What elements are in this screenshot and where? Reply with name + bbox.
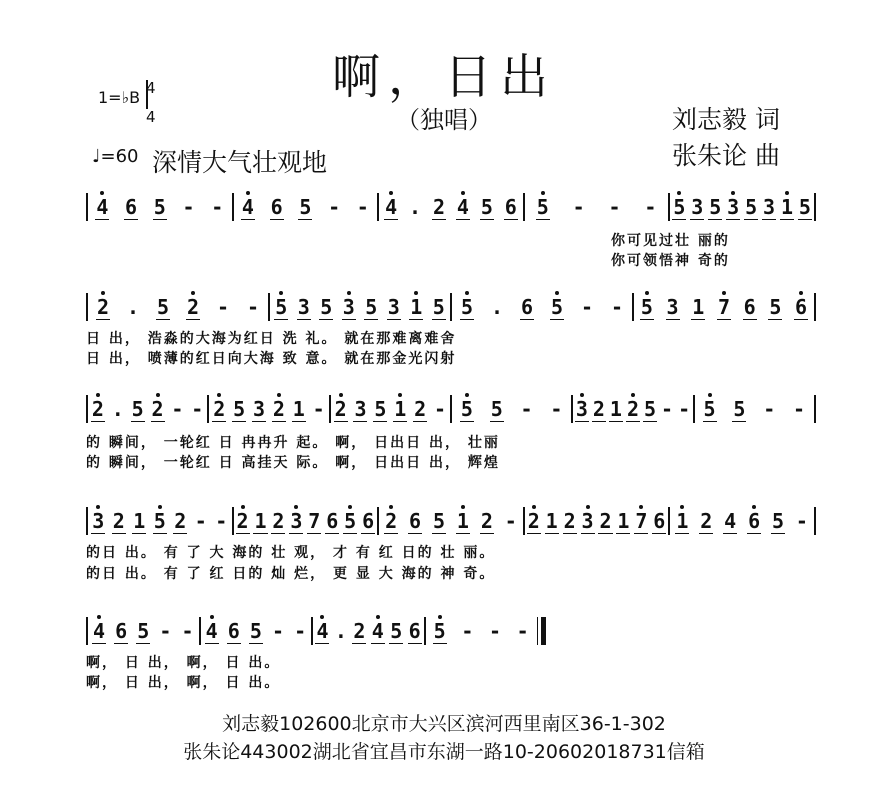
note: . [490, 295, 504, 319]
note: 2 [385, 508, 398, 533]
note: - [312, 397, 325, 421]
note: - [159, 619, 172, 643]
lyric-line-1: 啊， 日 出， 啊， 日 出。 [86, 655, 281, 671]
final-barline [537, 617, 547, 645]
measure [573, 394, 692, 424]
note: - [608, 195, 621, 219]
note: 5 [344, 508, 357, 533]
note: . [334, 619, 347, 643]
measure [670, 192, 814, 222]
note: 3 [252, 396, 266, 421]
notation-line [86, 394, 816, 424]
note: - [216, 295, 230, 319]
note: 2 [414, 396, 427, 421]
note: - [171, 397, 184, 421]
contact-line-2: 张朱论443002湖北省宜昌市东湖一路10-20602018731信箱 [183, 741, 705, 763]
note: 6 [743, 294, 756, 319]
note: 2 [527, 508, 540, 533]
note: - [246, 295, 260, 319]
note: 5 [275, 294, 288, 319]
note: . [126, 295, 140, 319]
note: 6 [125, 194, 138, 219]
note: 2 [174, 508, 187, 533]
note: - [678, 397, 691, 421]
note: - [763, 397, 776, 421]
note: 3 [763, 194, 776, 219]
note: 4 [371, 618, 384, 643]
note: 5 [432, 508, 446, 533]
measure [313, 616, 424, 646]
note: 3 [727, 194, 740, 219]
note: - [328, 195, 341, 219]
note: 5 [550, 294, 564, 319]
note: 3 [342, 294, 355, 319]
note: - [294, 619, 307, 643]
note: - [356, 195, 369, 219]
note: 5 [536, 194, 549, 219]
note: - [580, 295, 594, 319]
song-title: 啊，日出 [331, 49, 556, 105]
note: 4 [724, 508, 737, 533]
note: 5 [640, 294, 653, 319]
note: 6 [520, 294, 534, 319]
note: 3 [581, 508, 594, 533]
note: 5 [703, 396, 716, 421]
note: - [793, 397, 806, 421]
lyric-line-1: 日 出， 浩淼的大海为红日 洗 礼。 就在那难离难舍 [86, 331, 457, 347]
lyric-line-1: 你可见过壮 丽的 [611, 233, 730, 249]
expression-marking: 深情大气壮观地 [152, 148, 328, 177]
measure [88, 506, 232, 536]
note: 2 [272, 508, 285, 533]
tempo-marking: ♩=60 [92, 146, 139, 167]
note: - [661, 397, 674, 421]
note: 6 [362, 508, 375, 533]
note: 2 [563, 508, 576, 533]
time-signature-bottom: 4 [146, 108, 156, 126]
measure [426, 616, 537, 646]
note: 6 [748, 508, 761, 533]
note: - [433, 397, 446, 421]
note: 5 [490, 396, 503, 421]
note: 5 [249, 618, 262, 643]
note: 6 [326, 508, 339, 533]
measure [209, 394, 328, 424]
note: 5 [233, 396, 246, 421]
note: 2 [272, 396, 285, 421]
measure [634, 292, 814, 322]
measure [88, 616, 199, 646]
note: 1 [676, 508, 689, 533]
note: 5 [137, 618, 150, 643]
measure [331, 394, 450, 424]
lyricist-credit: 刘志毅 词 [672, 105, 780, 134]
measure [88, 192, 232, 222]
note: 3 [354, 396, 367, 421]
note: 1 [394, 396, 407, 421]
measure [695, 394, 814, 424]
note: - [795, 509, 808, 533]
song-subtitle: （独唱） [396, 106, 492, 134]
note: 6 [270, 194, 283, 219]
barline [814, 395, 816, 423]
measure [452, 292, 632, 322]
note: 5 [153, 508, 166, 533]
note: 2 [700, 508, 713, 533]
note: 6 [795, 294, 808, 319]
note: 1 [410, 294, 423, 319]
measure [379, 192, 523, 222]
note: 5 [733, 396, 746, 421]
notation-line [86, 292, 816, 322]
note: 5 [798, 194, 811, 219]
note: 5 [769, 294, 782, 319]
note: 3 [387, 294, 400, 319]
note: 5 [131, 396, 144, 421]
note: 5 [745, 194, 758, 219]
note: 5 [320, 294, 333, 319]
note: - [461, 619, 474, 643]
notation-line [86, 192, 816, 222]
measure [525, 506, 669, 536]
barline [814, 293, 816, 321]
note: 5 [365, 294, 378, 319]
note: 2 [96, 294, 110, 319]
note: 3 [575, 396, 588, 421]
lyric-line-2: 日 出， 喷薄的红日向大海 致 意。 就在那金光闪射 [86, 351, 457, 367]
note: - [194, 509, 207, 533]
note: 2 [186, 294, 200, 319]
note: 2 [480, 508, 493, 533]
note: - [191, 397, 204, 421]
note: - [520, 397, 533, 421]
note: 1 [254, 508, 267, 533]
note: 4 [93, 618, 106, 643]
note: 5 [709, 194, 722, 219]
note: 5 [156, 294, 170, 319]
lyric-line-2: 的日 出。 有 了 红 日的 灿 烂， 更 显 大 海的 神 奇。 [86, 566, 496, 582]
measure [234, 192, 378, 222]
note: 2 [112, 508, 125, 533]
measure [270, 292, 450, 322]
note: 7 [308, 508, 321, 533]
note: - [644, 195, 657, 219]
note: 4 [316, 618, 329, 643]
note: 2 [236, 508, 249, 533]
note: 5 [460, 294, 474, 319]
barline [814, 507, 816, 535]
note: 5 [299, 194, 312, 219]
thin-line [537, 617, 539, 645]
composer-credit: 张朱论 曲 [672, 141, 780, 170]
note: - [215, 509, 228, 533]
note: 2 [213, 396, 226, 421]
note: 5 [153, 194, 166, 219]
note: 5 [390, 618, 403, 643]
note: 2 [599, 508, 612, 533]
note: 3 [92, 508, 105, 533]
note: 5 [433, 618, 446, 643]
note: - [488, 619, 502, 643]
note: 6 [653, 508, 666, 533]
note: 1 [545, 508, 558, 533]
note: 6 [115, 618, 128, 643]
measure [379, 506, 523, 536]
notation-line [86, 506, 816, 536]
note: 5 [772, 508, 785, 533]
notation-line [86, 616, 546, 646]
note: 1 [692, 294, 705, 319]
note: 1 [609, 396, 622, 421]
contact-line-1: 刘志毅102600北京市大兴区滨河西里南区36-1-302 [222, 713, 666, 735]
note: 3 [666, 294, 679, 319]
note: 4 [241, 194, 254, 219]
barline [814, 193, 816, 221]
measure [201, 616, 312, 646]
note: 1 [617, 508, 630, 533]
lyric-line-2: 啊， 日 出， 啊， 日 出。 [86, 675, 281, 691]
note: 5 [673, 194, 686, 219]
note: - [550, 397, 563, 421]
note: 5 [374, 396, 387, 421]
key-signature: 1=♭B [98, 88, 141, 107]
time-signature-top: 4 [146, 80, 148, 109]
note: - [211, 195, 224, 219]
note: 2 [334, 396, 347, 421]
note: 4 [385, 194, 398, 219]
lyric-line-1: 的 瞬间， 一轮红 日 冉冉升 起。 啊， 日出日 出， 壮丽 [86, 435, 500, 451]
note: 6 [227, 618, 240, 643]
note: - [610, 295, 624, 319]
measure [452, 394, 571, 424]
note: 2 [91, 396, 104, 421]
note: 3 [691, 194, 704, 219]
measure [88, 292, 268, 322]
note: 2 [353, 618, 366, 643]
note: - [572, 195, 585, 219]
note: 3 [297, 294, 310, 319]
note: 2 [626, 396, 639, 421]
note: 6 [504, 194, 517, 219]
note: - [181, 619, 194, 643]
note: 4 [456, 194, 469, 219]
note: 6 [408, 618, 421, 643]
thick-line [541, 617, 546, 645]
measure [234, 506, 378, 536]
note: - [516, 619, 529, 643]
note: 1 [456, 508, 469, 533]
note: 2 [151, 396, 164, 421]
time-signature [146, 80, 156, 126]
note: 1 [292, 396, 305, 421]
note: 1 [780, 194, 793, 219]
note: 6 [409, 508, 422, 533]
note: . [111, 397, 124, 421]
lyric-line-1: 的日 出。 有 了 大 海的 壮 观， 才 有 红 日的 壮 丽。 [86, 545, 496, 561]
note: - [182, 195, 195, 219]
note: 3 [290, 508, 303, 533]
note: - [272, 619, 285, 643]
note: 4 [96, 194, 109, 219]
note: 7 [635, 508, 648, 533]
note: 5 [644, 396, 657, 421]
lyric-line-2: 的 瞬间， 一轮红 日 高挂天 际。 啊， 日出日 出， 辉煌 [86, 455, 500, 471]
note: 5 [432, 294, 445, 319]
measure [525, 192, 669, 222]
lyric-line-2: 你可领悟神 奇的 [611, 253, 730, 269]
measure [670, 506, 814, 536]
note: 4 [205, 618, 218, 643]
note: 2 [592, 396, 605, 421]
note: 5 [460, 396, 473, 421]
measure [88, 394, 207, 424]
note: 2 [432, 194, 446, 219]
note: 5 [480, 194, 493, 219]
note: 7 [717, 294, 730, 319]
note: . [409, 195, 422, 219]
note: - [504, 509, 517, 533]
note: 1 [133, 508, 146, 533]
